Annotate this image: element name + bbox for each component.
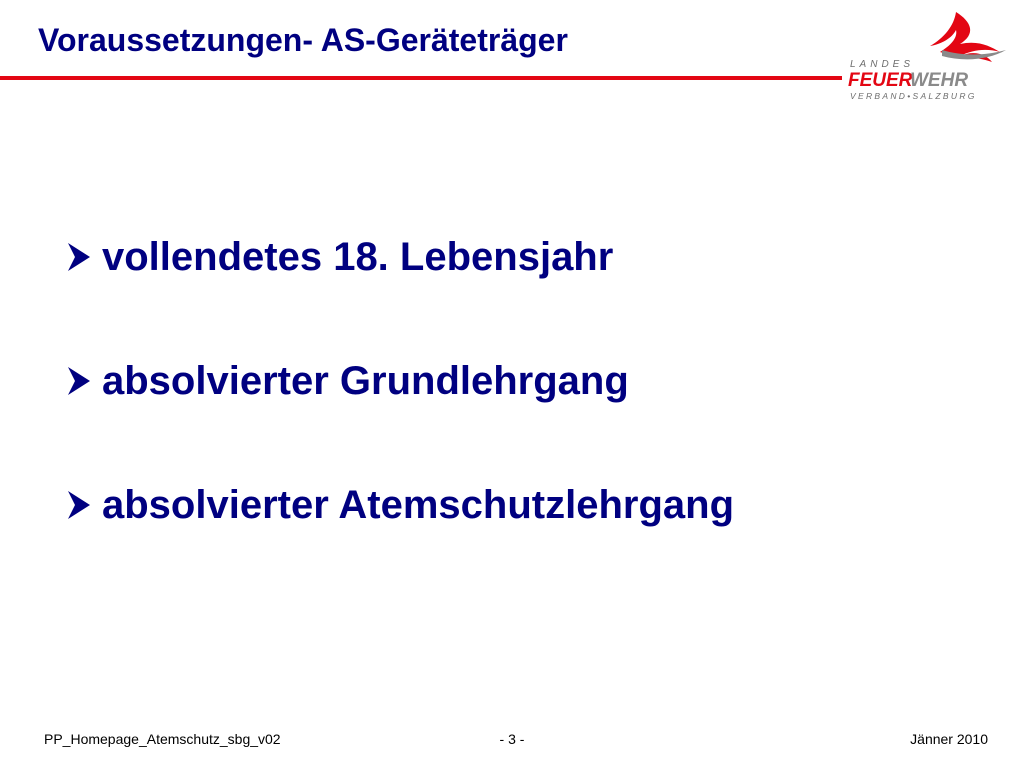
logo-line-feuer: FEUER [848, 70, 913, 91]
bullet-item [60, 226, 734, 288]
footer-date: Jänner 2010 [910, 731, 988, 747]
logo-line-wehr: WEHR [910, 70, 969, 91]
arrowhead-bullet-icon [60, 237, 100, 277]
bullet-text: absolvierter Grundlehrgang [102, 359, 629, 403]
bullet-text: absolvierter Atemschutzlehrgang [102, 483, 735, 527]
landesfeuerwehrverband-salzburg-logo [838, 10, 1014, 102]
title-underline [0, 76, 842, 80]
bullet-item [60, 474, 734, 536]
arrowhead-bullet-icon [60, 485, 100, 525]
flame-emblem-icon [930, 12, 1006, 62]
bullet-item [60, 350, 734, 412]
slide-title: Voraussetzungen- AS-Geräteträger [38, 22, 568, 58]
footer-filename: PP_Homepage_Atemschutz_sbg_v02 [44, 731, 281, 747]
bullet-list [60, 226, 734, 598]
arrowhead-bullet-icon [60, 361, 100, 401]
logo-line-landes: LANDES [850, 59, 915, 70]
footer-page-number: - 3 - [499, 731, 525, 747]
bullet-text: vollendetes 18. Lebensjahr [102, 235, 614, 279]
logo-line-verband: VERBAND•SALZBURG [850, 91, 977, 101]
